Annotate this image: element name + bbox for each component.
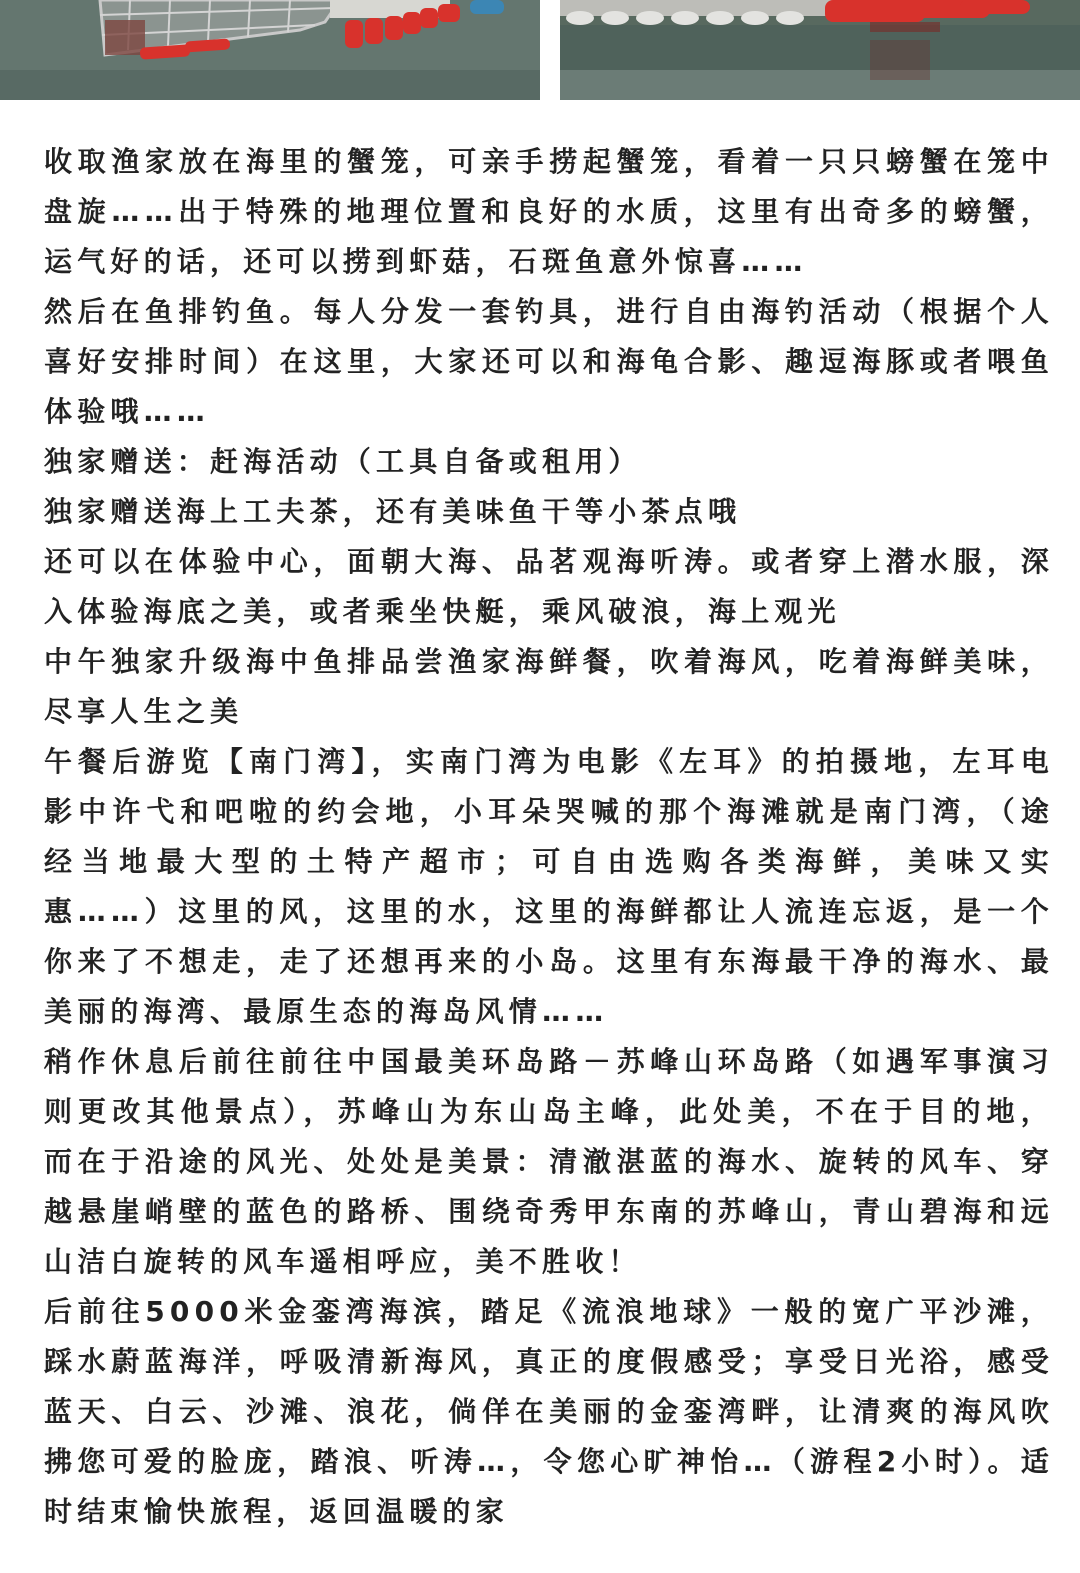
fish-raft-photo-right (560, 0, 1080, 100)
paragraph-free-tea: 独家赠送海上工夫茶，还有美味鱼干等小茶点哦 (44, 495, 742, 528)
paragraph-lunch: 中午独家升级海中鱼排品尝渔家海鲜餐，吹着海风，吃着海鲜美味，尽享人生之美 (44, 645, 1054, 728)
paragraph-sufeng-mountain: 稍作休息后前往前往中国最美环岛路－苏峰山环岛路（如遇军事演习则更改其他景点），苏峰山为东山岛主峰，此处美，不在于目的地，而在于沿途的风光、处处是美景：清澈湛蓝的海水、旋转的风车、穿越悬崖峭壁的蓝色的路桥、围绕奇秀甲东南的苏峰山，青山碧海和远山洁白旋转的风车遥相呼应，美不胜收！ (44, 1045, 1054, 1278)
paragraph-crab-cages: 收取渔家放在海里的蟹笼，可亲手捞起蟹笼，看着一只只螃蟹在笼中盘旋……出于特殊的地理位置和良好的水质，这里有出奇多的螃蟹，运气好的话，还可以捞到虾菇，石斑鱼意外惊喜…… (44, 145, 1054, 278)
article-body (44, 137, 1054, 1537)
fish-raft-aerial-image (0, 0, 540, 100)
paragraph-fishing: 然后在鱼排钓鱼。每人分发一套钓具，进行自由海钓活动（根据个人喜好安排时间）在这里，大家还可以和海龟合影、趣逗海豚或者喂鱼体验哦…… (44, 295, 1054, 428)
paragraph-nanmen-bay: 午餐后游览【南门湾】，实南门湾为电影《左耳》的拍摄地，左耳电影中许弋和吧啦的约会地，小耳朵哭喊的那个海滩就是南门湾，（途经当地最大型的土特产超市；可自由选购各类海鲜，美味又实惠……）这里的风，这里的水，这里的海鲜都让人流连忘返，是一个你来了不想走，走了还想再来的小岛。这里有东海最干净的海水、最美丽的海湾、最原生态的海岛风情…… (44, 745, 1054, 1028)
paragraph-free-beachcombing: 独家赠送：赶海活动（工具自备或租用） (44, 445, 642, 478)
paragraph-jinluan-bay: 后前往5000米金銮湾海滨，踏足《流浪地球》一般的宽广平沙滩，踩水蔚蓝海洋，呼吸清新海风，真正的度假感受；享受日光浴，感受蓝天、白云、沙滩、浪花，倘佯在美丽的金銮湾畔，让清爽的海风吹拂您可爱的脸庞，踏浪、听涛…，令您心旷神怡…（游程2小时）。适时结束愉快旅程，返回温暖的家 (44, 1295, 1054, 1528)
fish-raft-photo-left (0, 0, 540, 100)
paragraph-experience-center: 还可以在体验中心，面朝大海、品茗观海听涛。或者穿上潜水服，深入体验海底之美，或者乘坐快艇，乘风破浪，海上观光 (44, 545, 1054, 628)
photo-strip (0, 0, 1080, 100)
boats-dock-image (560, 0, 1080, 100)
